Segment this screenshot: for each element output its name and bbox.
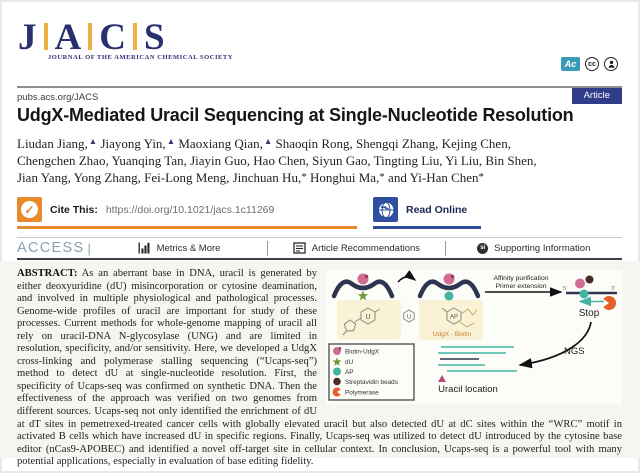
- person-glyph: [606, 59, 617, 70]
- ap-ring-label: AP: [449, 314, 459, 321]
- article-nav-bar: [17, 237, 622, 260]
- recommendations-label: Article Recommendations: [311, 242, 421, 254]
- legend-label: Streptavidin beads: [345, 379, 398, 386]
- author-name: Jian Yang, Yong Zhang, Fei-Long Meng, Jinchuan Hu,: [17, 170, 302, 185]
- read-online-label: Read Online: [406, 203, 468, 216]
- cite-check-icon: [17, 197, 42, 222]
- cite-row: [17, 197, 622, 229]
- author-name: and Yi-Han Chen: [384, 170, 479, 185]
- access-pipe: |: [87, 240, 91, 256]
- corresponding-author-marker: *: [478, 171, 485, 183]
- abstract-label: ABSTRACT:: [17, 268, 78, 279]
- toc-graphic: [326, 270, 622, 404]
- journal-tagline: JOURNAL OF THE AMERICAN CHEMICAL SOCIETY: [48, 54, 234, 61]
- author-name: Jiayong Yin,: [97, 136, 166, 151]
- release-arrow: [398, 277, 415, 282]
- metrics-label: Metrics & More: [156, 242, 221, 254]
- jacs-logo: [18, 18, 233, 61]
- biotin-udgx-ball: [575, 279, 585, 289]
- access-link[interactable]: ACCESS: [17, 240, 85, 256]
- primer-extension-label: Primer extension: [495, 283, 547, 290]
- globe-icon: [373, 197, 398, 222]
- logo-letter-s: S: [143, 17, 165, 58]
- logo-separator: [44, 23, 48, 50]
- legend-label: Polymerase: [345, 389, 379, 397]
- bar-chart-icon: [138, 242, 151, 254]
- read-online-button[interactable]: [373, 197, 481, 229]
- metrics-and-more-link[interactable]: [91, 242, 267, 254]
- toc-graphic-svg: [326, 270, 622, 404]
- author-line: [17, 152, 617, 169]
- abstract-section: [0, 261, 640, 468]
- ap-site-dot: [580, 290, 589, 299]
- logo-letter-c: C: [99, 17, 126, 58]
- legend-label: dU: [345, 359, 354, 366]
- biotin-tag: [451, 275, 454, 278]
- three-prime-label: 3′: [611, 286, 616, 292]
- si-icon: si: [477, 243, 488, 254]
- ngs-label: NGS: [564, 346, 585, 357]
- attribution-person-icon: [604, 57, 618, 71]
- article-recommendations-link[interactable]: [267, 241, 444, 256]
- du-star-icon: [358, 291, 368, 301]
- legend-label: AP: [345, 369, 354, 376]
- legend-biotin-tag: [338, 347, 341, 350]
- ap-site-dot: [445, 292, 454, 301]
- stop-label: Stop: [578, 308, 600, 319]
- corresponding-author-marker: *: [301, 171, 307, 183]
- biotin-tag: [365, 275, 368, 278]
- logo-separator: [88, 23, 92, 50]
- uracil-location-triangle: [438, 375, 446, 382]
- uracil-location-label: Uracil location: [438, 384, 498, 395]
- author-name: Maoxiang Qian,: [175, 136, 263, 151]
- equal-contribution-marker: ▲: [88, 136, 98, 146]
- legend-label: Biotin-UdgX: [345, 348, 380, 356]
- polymerase-pacman: [603, 296, 616, 310]
- page-title: UdgX-Mediated Uracil Sequencing at Single-Nucleotide Resolution: [17, 105, 574, 125]
- recommendations-icon: [293, 242, 306, 254]
- uracil-ring-label: U: [365, 314, 371, 321]
- primer-extension-diagram: [563, 276, 617, 320]
- author-line: [17, 169, 617, 186]
- equal-contribution-marker: ▲: [263, 136, 273, 146]
- supporting-label: Supporting Information: [494, 242, 591, 254]
- logo-letter-a: A: [54, 17, 82, 58]
- cite-this-label: Cite This:: [50, 203, 98, 216]
- ngs-arrow: [520, 322, 591, 365]
- cite-this-button[interactable]: [17, 197, 357, 229]
- supporting-information-link[interactable]: [445, 241, 622, 256]
- corresponding-author-marker: *: [379, 171, 385, 183]
- legend-ap-icon: [333, 368, 341, 376]
- affinity-purification-label: Affinity purification: [493, 275, 549, 282]
- header-divider: [17, 86, 622, 88]
- license-icons: [561, 57, 618, 71]
- dna-strand-ap: [420, 274, 478, 301]
- abstract-body: As an aberrant base in DNA, uracil is generated by either deoxyuridine (dU) misincorporation or cytosine deamination, and involved in multiple physiological and pathological processes. Genome-wide profiles of uracil are important for study of these processes. Current methods for whole-genome mapping of uracil all rely on uracil-DNA N-glycosylase (UNG) and are limited in resolution, specificity, and/or sensitivity. Here, we developed a UdgX cross-linking and polymerase stalling sequencing (“Ucaps-seq”) method to detect dU at single-nucleotide resolution. First, the specificity of Ucaps-seq was confirmed on synthetic DNA. Then the effectiveness of the approach was verified on two genomes from different sources. Ucaps-seq not only identified the enrichment of dU at dT sites in pemetrexed-treated cancer cells with globally elevated uracil but also detected dU at dC sites within the “WRC” motif in activated B cells which have increased dU in specific regions. Finally, Ucaps-seq was utilized to detect dU introduced by the cytosine base editor (nCas9-APOBEC) and identified a novel off-target site in cellular context. In conclusion, Ucaps-seq is a powerful tool with many potential applications, especially in evaluation of base editing fidelity.: [17, 268, 622, 468]
- globe-glyph: [377, 201, 395, 219]
- author-name: Chengchen Zhao, Yuanqing Tan, Jiayin Guo, Hao Chen, Siyun Gao, Tingting Liu, Yi Liu, Bin Shen,: [17, 153, 537, 168]
- reads-pileup: [438, 347, 517, 371]
- author-line: [17, 133, 617, 152]
- journal-url-link[interactable]: pubs.acs.org/JACS: [17, 92, 99, 103]
- logo-separator: [133, 23, 137, 50]
- logo-letter-j: J: [18, 17, 37, 58]
- creative-commons-icon: cc: [585, 57, 599, 71]
- udgx-biotin-label: UdgX - Biotin: [432, 331, 472, 338]
- equal-contribution-marker: ▲: [166, 136, 176, 146]
- legend-streptavidin-icon: [333, 378, 341, 386]
- figure-legend: [329, 344, 414, 400]
- doi-link[interactable]: https://doi.org/10.1021/jacs.1c11269: [105, 203, 275, 216]
- five-prime-label: 5′: [563, 286, 568, 292]
- author-name: Liudan Jiang,: [17, 136, 88, 151]
- author-list: [17, 133, 617, 186]
- checkmark-icon: ✓: [21, 201, 38, 218]
- article-type-badge: Article: [572, 88, 622, 104]
- streptavidin-bead: [586, 276, 594, 284]
- acs-authorchoice-icon: Ac: [561, 57, 580, 71]
- free-uracil-label: U: [406, 314, 412, 321]
- dna-strand-du: [334, 274, 392, 301]
- author-name: Honghui Ma,: [306, 170, 380, 185]
- jacs-logo-letters: [18, 18, 233, 58]
- author-name: Shaoqin Rong, Shengqi Zhang, Kejing Chen,: [272, 136, 511, 151]
